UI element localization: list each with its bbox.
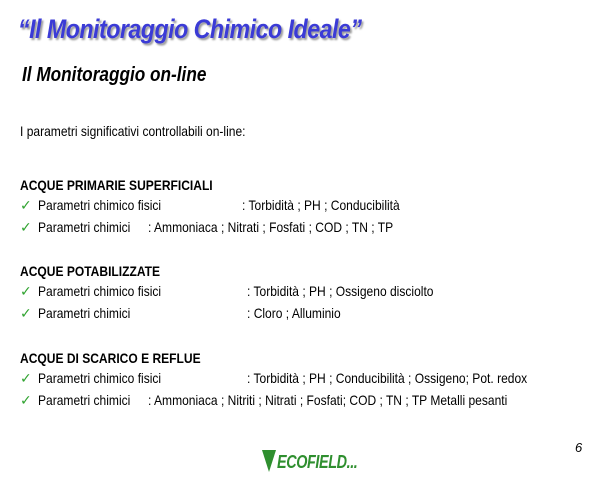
item-label: Parametri chimici (38, 392, 131, 408)
item-value: : Torbidità ; PH ; Ossigeno disciolto (247, 283, 434, 299)
item-value: : Torbidità ; PH ; Conducibilità (242, 197, 400, 213)
section-acque-primarie (20, 176, 580, 238)
checkmark-icon: ✓ (20, 219, 32, 235)
list-item (20, 216, 580, 238)
ecofield-logo (262, 446, 378, 472)
list-item (20, 302, 580, 324)
item-value: : Cloro ; Alluminio (247, 305, 341, 321)
list-item (20, 367, 580, 389)
logo-v-mark (262, 450, 276, 472)
item-label: Parametri chimici (38, 219, 131, 235)
section-acque-scarico (20, 349, 580, 411)
section-heading: ACQUE POTABILIZZATE (20, 263, 161, 279)
slide-title: “Il Monitoraggio Chimico Ideale” (18, 14, 362, 44)
list-item (20, 194, 580, 216)
checkmark-icon: ✓ (20, 197, 32, 213)
checkmark-icon: ✓ (20, 392, 32, 408)
logo-text: ECOFIELD... (277, 452, 358, 472)
checkmark-icon: ✓ (20, 370, 32, 386)
section-acque-potabilizzate (20, 262, 580, 324)
item-value: : Ammoniaca ; Nitrati ; Fosfati ; COD ; TN ; TP (148, 219, 394, 235)
item-label: Parametri chimici (38, 305, 131, 321)
list-item (20, 389, 580, 411)
section-heading: ACQUE PRIMARIE SUPERFICIALI (20, 177, 213, 193)
checkmark-icon: ✓ (20, 305, 32, 321)
item-label: Parametri chimico fisici (38, 370, 162, 386)
list-item (20, 280, 580, 302)
checkmark-icon: ✓ (20, 283, 32, 299)
item-value: : Ammoniaca ; Nitriti ; Nitrati ; Fosfati; COD ; TN ; TP Metalli pesanti (148, 392, 508, 408)
intro-text: I parametri significativi controllabili on-line: (20, 123, 246, 139)
item-value: : Torbidità ; PH ; Conducibilità ; Ossigeno; Pot. redox (247, 370, 528, 386)
item-label: Parametri chimico fisici (38, 283, 162, 299)
slide-subtitle: Il Monitoraggio on-line (22, 64, 207, 86)
page-number: 6 (575, 440, 583, 455)
section-heading: ACQUE DI SCARICO E REFLUE (20, 350, 201, 366)
item-label: Parametri chimico fisici (38, 197, 162, 213)
